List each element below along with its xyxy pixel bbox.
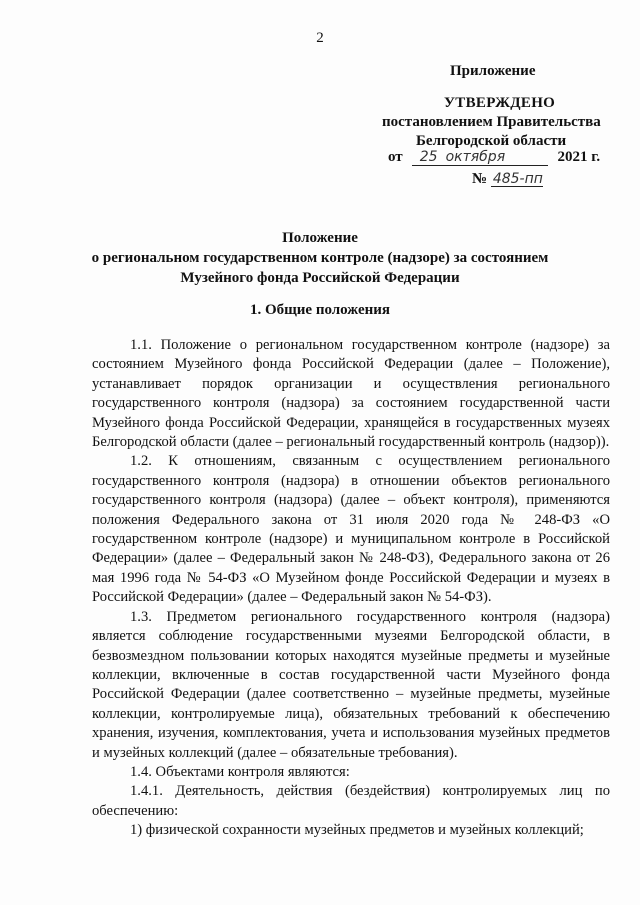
approval-number-line: [472, 170, 543, 189]
document-title-line3: Музейного фонда Российской Федерации: [180, 270, 460, 286]
date-month: октября: [445, 149, 506, 165]
number-fill-field: [491, 170, 543, 187]
document-title-line2: о региональном государственном контроле (надзоре) за состоянием: [91, 250, 549, 266]
date-prefix: от: [388, 149, 403, 165]
document-body: [92, 336, 610, 841]
paragraph-1-4: 1.4. Объектами контроля являются:: [130, 763, 350, 780]
page-number: 2: [316, 30, 324, 46]
list-item-1: 1) физической сохранности музейных предметов и музейных коллекций;: [130, 822, 584, 839]
paragraph-1-1: 1.1. Положение о региональном государственном контроле (надзоре) за состоянием Музейного фонда Российской Федерации (далее – Положение), устанавливает порядок организации и осуществления регионального государственного контроля (надзора) за состоянием государственной части Музейного фонда Российской Федерации, хранящейся в государственных музеях Белгородской области (далее – региональный государственный контроль (надзор)).: [92, 337, 610, 451]
approved-title: УТВЕРЖДЕНО: [444, 95, 556, 111]
approval-date-line: [388, 148, 600, 167]
paragraph-1-4-1: 1.4.1. Деятельность, действия (бездействия) контролируемых лиц по обеспечению:: [92, 783, 610, 819]
document-title-line1: Положение: [282, 230, 358, 246]
section-heading: 1. Общие положения: [249, 302, 391, 318]
approved-by-line: постановлением Правительства: [382, 114, 601, 130]
approved-region-line: Белгородской области: [416, 133, 567, 149]
date-fill-field: [412, 148, 548, 166]
number-prefix: №: [472, 171, 488, 187]
document-title: [80, 228, 560, 288]
appendix-label: Приложение: [450, 63, 536, 79]
date-year: 2021 г.: [557, 149, 601, 165]
date-day: 25: [419, 149, 438, 165]
number-value: 485-пп: [492, 171, 543, 187]
paragraph-1-2: 1.2. К отношениям, связанным с осуществлением регионального государственного контроля (надзора) в отношении объектов регионального государственного контроля (надзора) (далее – объект контроля), применяются положения Федерального закона от 31 июля 2020 года № 248-ФЗ «О государственном контроле (надзоре) и муниципальном контроле в Российской Федерации» (далее – Федеральный закон № 248-ФЗ), Федерального закона от 26 мая 1996 года № 54-ФЗ «О Музейном фонде Российской Федерации и музеях в Российской Федерации» (далее – Федеральный закон № 54-ФЗ).: [92, 453, 610, 606]
paragraph-1-3: 1.3. Предметом регионального государственного контроля (надзора) является соблюдение государственными музеями Белгородской области, в безвозмездном пользовании которых находятся музейные предметы и музейные коллекции, включенные в состав государственной части Музейного фонда Российской Федерации (далее соответственно – музейные предметы, музейные коллекции, контролируемые лица), обязательных требований к обеспечению хранения, изучения, комплектования, учета и использования музейных предметов и музейных коллекций (далее – обязательные требования).: [92, 608, 610, 761]
